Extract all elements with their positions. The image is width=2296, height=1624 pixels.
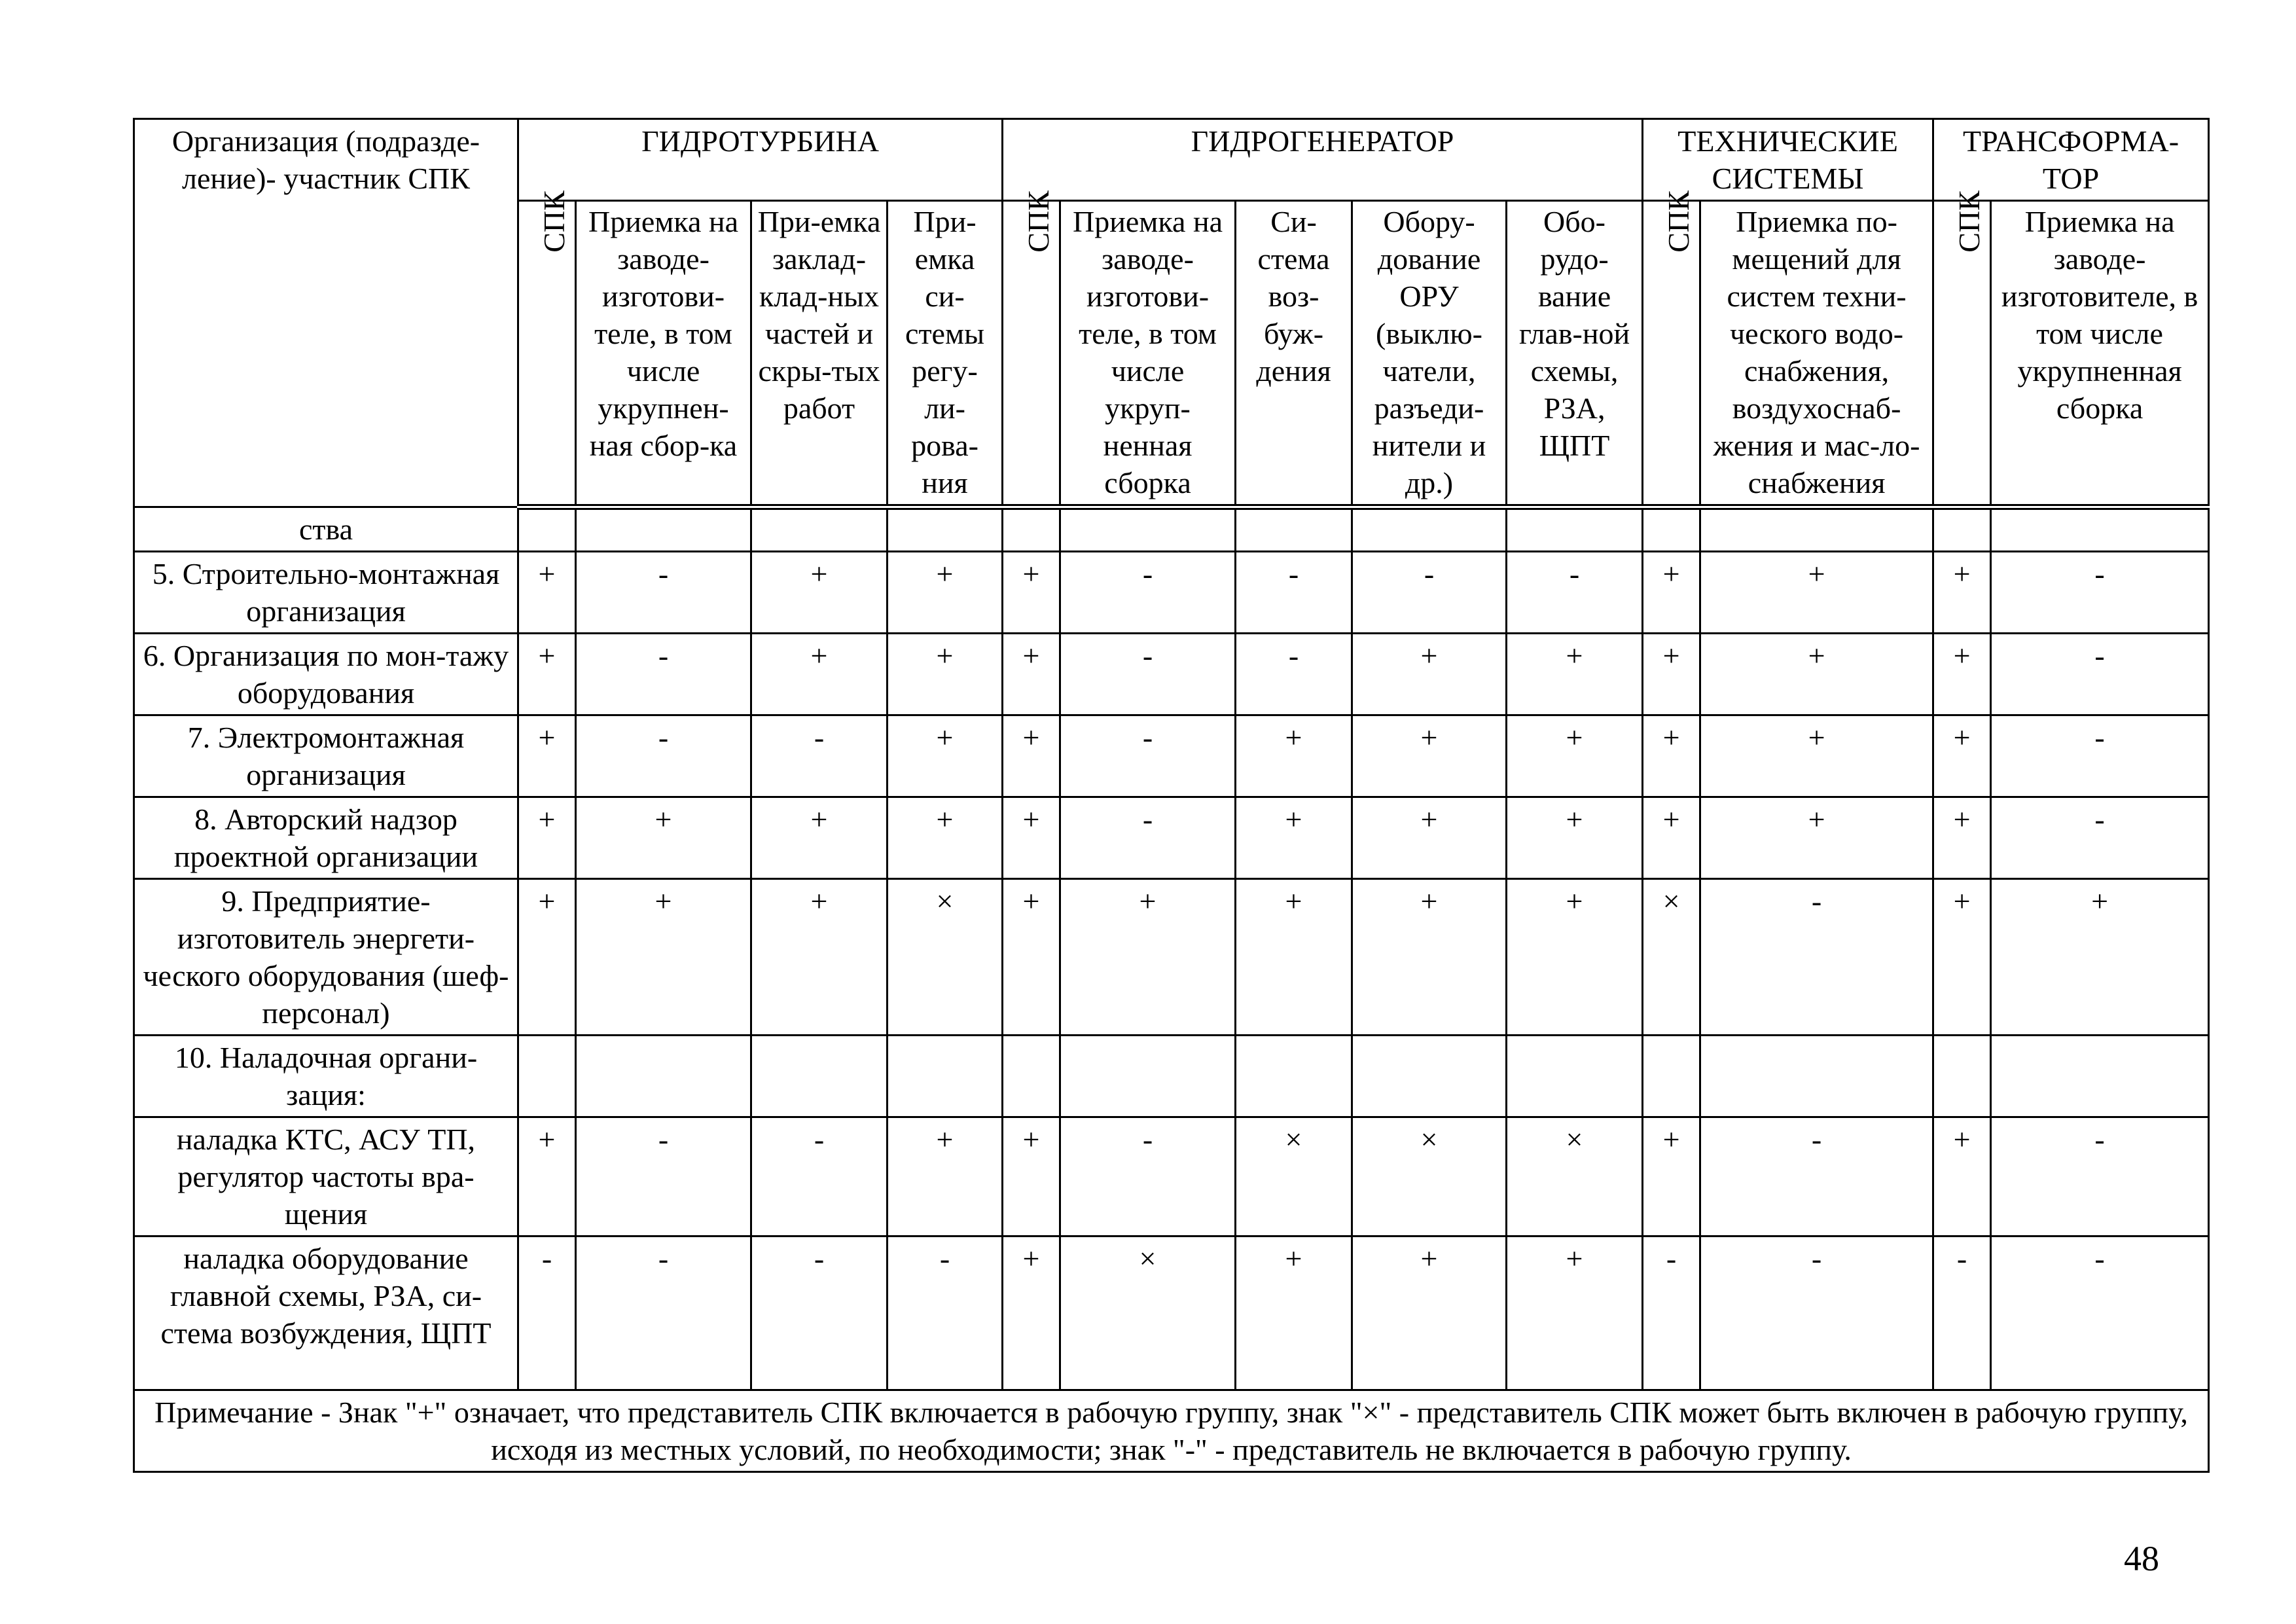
subheader-turbine-spk: СПК [518, 201, 576, 507]
table-row [134, 634, 2209, 715]
mark-cell: + [1933, 552, 1991, 634]
mark-cell: + [1507, 634, 1643, 715]
mark-cell: + [1933, 879, 1991, 1036]
mark-cell: - [1643, 1236, 1700, 1390]
mark-cell: - [576, 1236, 751, 1390]
mark-cell: + [1700, 797, 1933, 879]
mark-cell: - [1991, 1236, 2209, 1390]
mark-cell: - [576, 552, 751, 634]
mark-cell [1700, 507, 1933, 552]
table-row [134, 1036, 2209, 1117]
mark-cell [1060, 507, 1236, 552]
org-column-header: Организация (подразде-ление)- участник СПК [134, 119, 518, 507]
mark-cell [1643, 507, 1700, 552]
group-header-turbine: ГИДРОТУРБИНА [518, 119, 1003, 201]
mark-cell: + [888, 1117, 1003, 1236]
mark-cell: + [888, 552, 1003, 634]
org-name-cell: 8. Авторский надзор проектной организации [134, 797, 518, 879]
mark-cell [1991, 1036, 2209, 1117]
table-body [134, 507, 2209, 1390]
group-header-generator: ГИДРОГЕНЕРАТОР [1003, 119, 1643, 201]
subheader-generator-oru: Обору-дование ОРУ (выклю-чатели, разъеди-нители и др.) [1352, 201, 1507, 507]
mark-cell: - [1700, 1117, 1933, 1236]
table-row [134, 507, 2209, 552]
org-name-cell: ства [134, 507, 518, 552]
mark-cell: + [1352, 715, 1507, 797]
mark-cell: + [1236, 1236, 1352, 1390]
mark-cell: - [1236, 634, 1352, 715]
table-note: Примечание - Знак "+" означает, что представитель СПК включается в рабочую группу, знак "×" - представитель СПК может быть включен в рабочую группу, исходя из местных условий, по необходимости; знак "-" - представитель не включается в рабочую группу. [134, 1390, 2209, 1472]
mark-cell: - [1991, 715, 2209, 797]
mark-cell: - [576, 715, 751, 797]
mark-cell: + [1003, 634, 1060, 715]
mark-cell: + [1060, 879, 1236, 1036]
mark-cell: - [1060, 797, 1236, 879]
mark-cell: - [576, 634, 751, 715]
org-name-cell: 7. Электромонтажная организация [134, 715, 518, 797]
mark-cell: + [1003, 797, 1060, 879]
mark-cell: + [518, 715, 576, 797]
mark-cell: + [751, 879, 888, 1036]
mark-cell [1643, 1036, 1700, 1117]
mark-cell: × [1507, 1117, 1643, 1236]
table-row [134, 552, 2209, 634]
subheader-turbine-embedded: При-емка заклад-клад-ных частей и скры-тых работ [751, 201, 888, 507]
mark-cell: × [1352, 1117, 1507, 1236]
mark-cell: + [751, 634, 888, 715]
mark-cell: + [1933, 715, 1991, 797]
note-row [134, 1390, 2209, 1472]
mark-cell [888, 1036, 1003, 1117]
mark-cell: - [1991, 634, 2209, 715]
mark-cell: + [1352, 879, 1507, 1036]
mark-cell: + [518, 1117, 576, 1236]
mark-cell: + [1352, 797, 1507, 879]
mark-cell: + [1003, 879, 1060, 1036]
subheader-turbine-regulation: При-емка си-стемы регу-ли-рова-ния [888, 201, 1003, 507]
subheader-generator-factory: Приемка на заводе-изготови-теле, в том числе укруп-ненная сборка [1060, 201, 1236, 507]
table-row [134, 879, 2209, 1036]
mark-cell: - [751, 1236, 888, 1390]
mark-cell: + [518, 879, 576, 1036]
mark-cell: - [576, 1117, 751, 1236]
org-name-cell: 6. Организация по мон-тажу оборудования [134, 634, 518, 715]
mark-cell: - [1933, 1236, 1991, 1390]
header-group-row [134, 119, 2209, 201]
mark-cell: + [1933, 797, 1991, 879]
mark-cell: + [1003, 552, 1060, 634]
mark-cell: + [888, 797, 1003, 879]
mark-cell: + [1700, 552, 1933, 634]
mark-cell: + [1236, 797, 1352, 879]
mark-cell: - [751, 715, 888, 797]
mark-cell: - [1352, 552, 1507, 634]
mark-cell [1933, 1036, 1991, 1117]
mark-cell: + [751, 552, 888, 634]
subheader-generator-spk: СПК [1003, 201, 1060, 507]
mark-cell: + [1352, 1236, 1507, 1390]
mark-cell: × [888, 879, 1003, 1036]
mark-cell: - [1991, 552, 2209, 634]
mark-cell: + [1236, 715, 1352, 797]
mark-cell: - [518, 1236, 576, 1390]
mark-cell: + [888, 715, 1003, 797]
mark-cell: - [1060, 715, 1236, 797]
subheader-generator-excitation: Си-стема воз-буж-дения [1236, 201, 1352, 507]
mark-cell [576, 507, 751, 552]
mark-cell [1352, 1036, 1507, 1117]
group-header-transformer: ТРАНСФОРМА-ТОР [1933, 119, 2209, 201]
page-number: 48 [2124, 1539, 2159, 1578]
mark-cell [1236, 1036, 1352, 1117]
mark-cell: + [1507, 879, 1643, 1036]
subheader-transformer-spk: СПК [1933, 201, 1991, 507]
mark-cell: + [576, 797, 751, 879]
subheader-turbine-factory: Приемка на заводе-изготови-теле, в том числе укрупнен-ная сбор-ка [576, 201, 751, 507]
mark-cell: + [518, 552, 576, 634]
subheader-transformer-factory: Приемка на заводе-изготовителе, в том числе укрупненная сборка [1991, 201, 2209, 507]
mark-cell [1933, 507, 1991, 552]
mark-cell: + [576, 879, 751, 1036]
mark-cell: + [1236, 879, 1352, 1036]
mark-cell: + [1991, 879, 2209, 1036]
subheader-systems-rooms: Приемка по-мещений для систем техни-ческого водо-снабжения, воздухоснаб-жения и мас-ло-снабжения [1700, 201, 1933, 507]
mark-cell: + [518, 634, 576, 715]
mark-cell: + [1003, 1117, 1060, 1236]
mark-cell: + [1643, 715, 1700, 797]
mark-cell: - [751, 1117, 888, 1236]
mark-cell: - [1991, 1117, 2209, 1236]
mark-cell: + [1933, 1117, 1991, 1236]
mark-cell: + [1643, 1117, 1700, 1236]
mark-cell [888, 507, 1003, 552]
mark-cell: - [1991, 797, 2209, 879]
org-name-cell: 9. Предприятие-изготовитель энергети-ческого оборудования (шеф-персонал) [134, 879, 518, 1036]
mark-cell: + [1003, 1236, 1060, 1390]
mark-cell [751, 507, 888, 552]
mark-cell: + [1352, 634, 1507, 715]
mark-cell [1700, 1036, 1933, 1117]
org-name-cell: 5. Строительно-монтажная организация [134, 552, 518, 634]
spk-participation-table-page [133, 118, 2208, 1473]
mark-cell: - [1700, 1236, 1933, 1390]
mark-cell: - [1700, 879, 1933, 1036]
mark-cell: + [1507, 715, 1643, 797]
mark-cell: × [1643, 879, 1700, 1036]
mark-cell: + [1003, 715, 1060, 797]
spk-participation-table [133, 118, 2210, 1473]
mark-cell [1507, 507, 1643, 552]
table-row [134, 797, 2209, 879]
mark-cell: + [1643, 797, 1700, 879]
mark-cell: - [1060, 634, 1236, 715]
mark-cell [518, 1036, 576, 1117]
mark-cell [1352, 507, 1507, 552]
mark-cell: + [1643, 552, 1700, 634]
table-row [134, 715, 2209, 797]
mark-cell [1236, 507, 1352, 552]
mark-cell: × [1236, 1117, 1352, 1236]
org-name-cell: наладка КТС, АСУ ТП, регулятор частоты вра-щения [134, 1117, 518, 1236]
mark-cell [576, 1036, 751, 1117]
mark-cell [1003, 1036, 1060, 1117]
mark-cell: + [751, 797, 888, 879]
mark-cell: + [1643, 634, 1700, 715]
mark-cell: × [1060, 1236, 1236, 1390]
mark-cell: + [1700, 634, 1933, 715]
mark-cell [1060, 1036, 1236, 1117]
mark-cell: + [1507, 797, 1643, 879]
table-row [134, 1236, 2209, 1390]
table-row [134, 1117, 2209, 1236]
mark-cell: + [518, 797, 576, 879]
mark-cell: + [1507, 1236, 1643, 1390]
mark-cell: - [1236, 552, 1352, 634]
mark-cell: + [888, 634, 1003, 715]
org-name-cell: 10. Наладочная органи-зация: [134, 1036, 518, 1117]
mark-cell: - [1060, 552, 1236, 634]
mark-cell: + [1933, 634, 1991, 715]
mark-cell: - [888, 1236, 1003, 1390]
mark-cell: + [1700, 715, 1933, 797]
mark-cell [1507, 1036, 1643, 1117]
subheader-generator-main-scheme: Обо-рудо-вание глав-ной схемы, РЗА, ЩПТ [1507, 201, 1643, 507]
mark-cell [751, 1036, 888, 1117]
mark-cell: - [1060, 1117, 1236, 1236]
org-name-cell: наладка оборудование главной схемы, РЗА, си-стема возбуждения, ЩПТ [134, 1236, 518, 1390]
group-header-systems: ТЕХНИЧЕСКИЕ СИСТЕМЫ [1643, 119, 1933, 201]
mark-cell [518, 507, 576, 552]
mark-cell [1003, 507, 1060, 552]
mark-cell: - [1507, 552, 1643, 634]
mark-cell [1991, 507, 2209, 552]
subheader-systems-spk: СПК [1643, 201, 1700, 507]
